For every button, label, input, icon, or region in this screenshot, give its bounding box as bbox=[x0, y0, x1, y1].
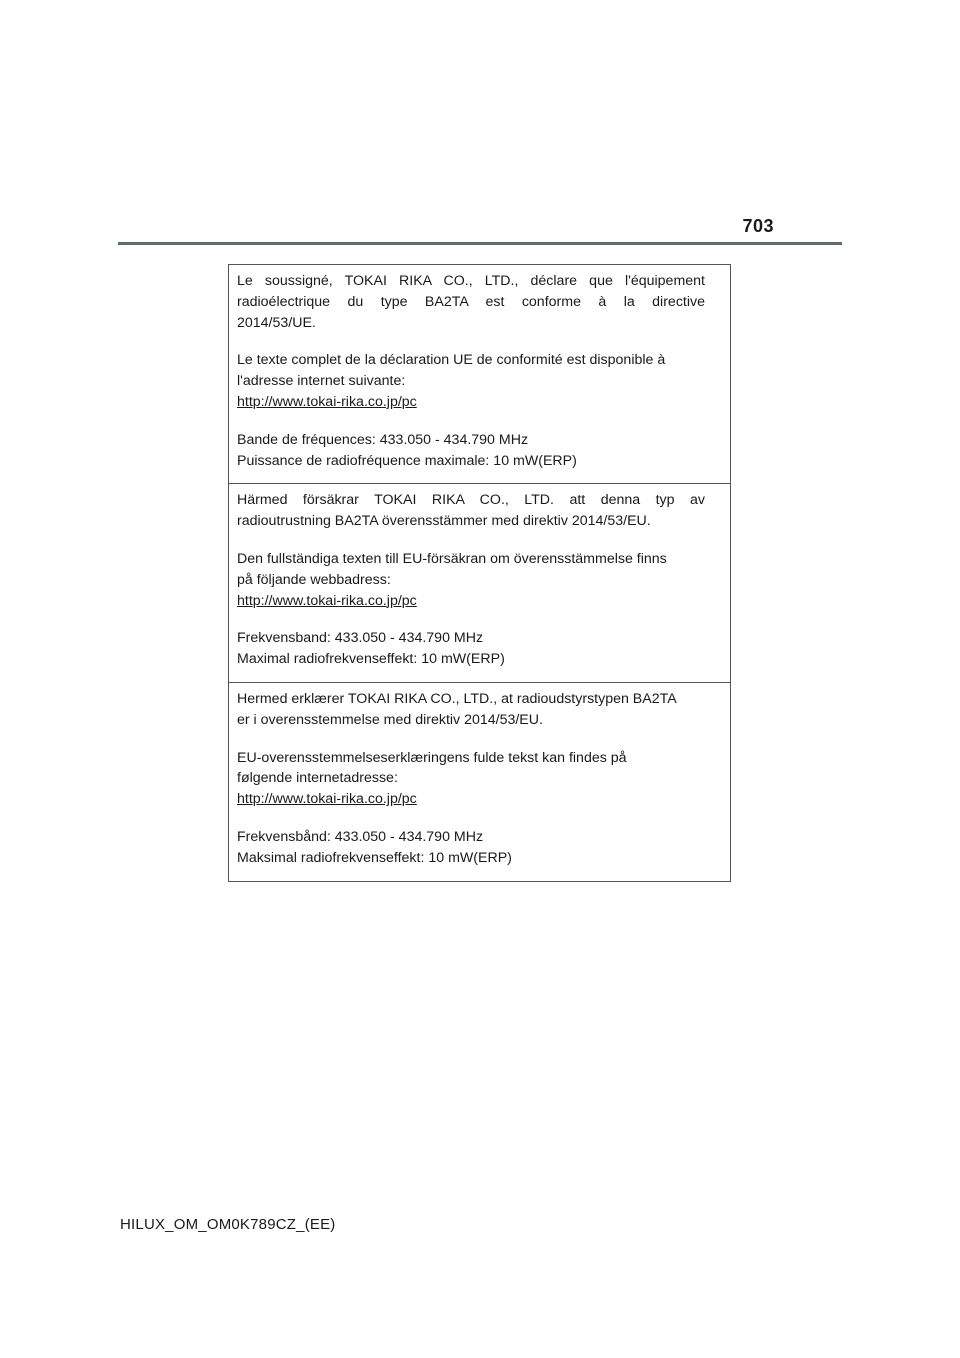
declaration-french bbox=[229, 265, 730, 484]
declaration-danish-url[interactable]: http://www.tokai-rika.co.jp/pc bbox=[237, 791, 417, 808]
declaration-swedish-line1: Härmed försäkrar TOKAI RIKA CO., LTD. att denna typ av bbox=[237, 492, 705, 509]
declaration-french-power: Puissance de radiofréquence maximale: 10 mW(ERP) bbox=[237, 452, 577, 469]
header-rule bbox=[118, 242, 842, 245]
declaration-danish-band: Frekvensbånd: 433.050 - 434.790 MHz bbox=[237, 828, 484, 845]
declaration-french-line3: 2014/53/UE. bbox=[237, 314, 316, 331]
declaration-swedish bbox=[229, 484, 730, 683]
declaration-danish-text-line1: EU-overensstemmelseserklæringens fulde tekst kan findes på bbox=[237, 749, 627, 766]
declaration-french-line2: radioélectrique du type BA2TA est conforme à la directive bbox=[237, 293, 705, 310]
declaration-danish-text-line2: følgende internetadresse: bbox=[237, 770, 398, 787]
declaration-french-band: Bande de fréquences: 433.050 - 434.790 MHz bbox=[237, 431, 529, 448]
declaration-swedish-url[interactable]: http://www.tokai-rika.co.jp/pc bbox=[237, 592, 417, 609]
declaration-swedish-power: Maximal radiofrekvenseffekt: 10 mW(ERP) bbox=[237, 651, 505, 668]
declaration-box bbox=[228, 264, 731, 882]
declaration-swedish-line2: radioutrustning BA2TA överensstämmer med direktiv 2014/53/EU. bbox=[237, 513, 651, 530]
declaration-swedish-band: Frekvensband: 433.050 - 434.790 MHz bbox=[237, 630, 484, 647]
declaration-danish bbox=[229, 683, 730, 881]
declaration-french-text-line1: Le texte complet de la déclaration UE de conformité est disponible à bbox=[237, 352, 666, 369]
declaration-danish-power: Maksimal radiofrekvenseffekt: 10 mW(ERP) bbox=[237, 849, 512, 866]
declaration-danish-line1: Hermed erklærer TOKAI RIKA CO., LTD., at radioudstyrstypen BA2TA bbox=[237, 690, 677, 707]
footer-document-id: HILUX_OM_OM0K789CZ_(EE) bbox=[120, 1216, 336, 1233]
declaration-french-line1: Le soussigné, TOKAI RIKA CO., LTD., déclare que l'équipement bbox=[237, 273, 705, 289]
declaration-french-url[interactable]: http://www.tokai-rika.co.jp/pc bbox=[237, 393, 417, 410]
declaration-french-text-line2: l'adresse internet suivante: bbox=[237, 373, 406, 390]
declaration-swedish-text-line2: på följande webbadress: bbox=[237, 571, 391, 588]
declaration-swedish-text-line1: Den fullständiga texten till EU-försäkran om överensstämmelse finns bbox=[237, 550, 667, 567]
declaration-danish-line2: er i overensstemmelse med direktiv 2014/53/EU. bbox=[237, 711, 543, 728]
page-number: 703 bbox=[742, 216, 774, 236]
